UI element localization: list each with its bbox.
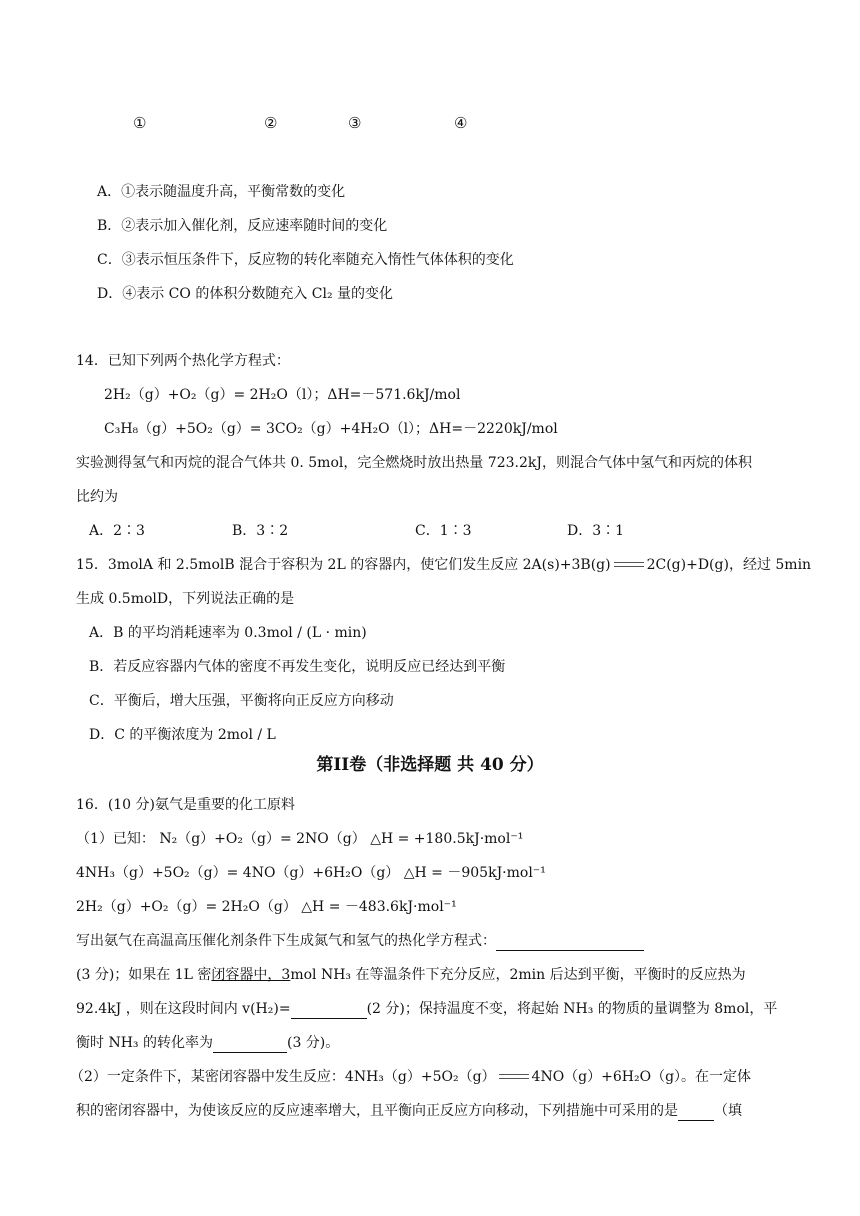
- q16-p1-part-c: mol NH₃ 在等温条件下充分反应，2min 后达到平衡，平衡时的反应热为: [290, 967, 746, 983]
- q16-p4-part-b: 4NO（g）+6H₂O（g）。在一定体: [531, 1069, 752, 1085]
- q16-known-equation-3: 2H₂（g）+O₂（g）= 2H₂O（g） △H = －483.6kJ·mol⁻¹: [76, 899, 457, 915]
- figure-label-4: ④: [454, 114, 468, 132]
- answer-blank-1[interactable]: [496, 934, 644, 951]
- q13-option-d: D．④表示 CO 的体积分数随充入 Cl₂ 量的变化: [97, 286, 394, 302]
- q14-text-line-1: 实验测得氢气和丙烷的混合气体共 0. 5mol，完全燃烧时放出热量 723.2kJ，则混合气体中氢气和丙烷的体积: [76, 455, 752, 471]
- q14-option-a: A．2∶3: [89, 523, 145, 539]
- answer-blank-4[interactable]: [678, 1104, 714, 1121]
- figure-label-3: ③: [348, 114, 362, 132]
- q15-stem-line-2: 生成 0.5molD，下列说法正确的是: [76, 591, 295, 607]
- q15-option-c: C．平衡后，增大压强，平衡将向正反应方向移动: [89, 693, 394, 709]
- q14-option-c: C．1∶3: [415, 523, 472, 539]
- q16-question-1: [76, 931, 644, 951]
- q16-p3-part-b: (3 分)。: [286, 1035, 340, 1051]
- q16-known-equation-1: （1）已知： N₂（g）+O₂（g）= 2NO（g） △H = +180.5kJ·mol⁻¹: [76, 831, 524, 847]
- figure-label-1: ①: [133, 114, 147, 132]
- q16-p5-part-a: 积的密闭容器中，为使该反应的反应速率增大，且平衡向正反应方向移动，下列措施中可采用的是: [76, 1103, 678, 1119]
- figure-label-2: ②: [264, 114, 278, 132]
- q16-p1-part-a: (3 分)；如果在 1L 密: [76, 967, 212, 983]
- equilibrium-arrow-icon: [497, 1073, 531, 1081]
- q15-stem-part-2: 2C(g)+D(g)，经过 5min: [646, 557, 812, 573]
- q13-option-a: A．①表示随温度升高，平衡常数的变化: [97, 184, 346, 200]
- q16-question-1-text: 写出氨气在高温高压催化剂条件下生成氮气和氢气的热化学方程式：: [76, 933, 496, 949]
- answer-blank-2[interactable]: [291, 1002, 367, 1019]
- q16-paragraph-line-4: [70, 1067, 751, 1087]
- q15-option-a: A．B 的平均消耗速率为 0.3mol / (L · min): [89, 625, 367, 641]
- q16-paragraph-line-5: [76, 1101, 742, 1121]
- q16-known-equation-2: 4NH₃（g）+5O₂（g）= 4NO（g）+6H₂O（g） △H = －905kJ·mol⁻¹: [76, 865, 546, 881]
- equilibrium-arrow-icon: [612, 561, 646, 569]
- q15-stem-part-1: 15．3molA 和 2.5molB 混合于容积为 2L 的容器内，使它们发生反应 2A(s)+3B(g): [76, 557, 611, 573]
- q16-paragraph-line-2: [76, 999, 777, 1019]
- q15-stem: [76, 555, 811, 575]
- q14-equation-1: 2H₂（g）+O₂（g）= 2H₂O（l）；ΔH=－571.6kJ/mol: [104, 387, 461, 403]
- q15-option-d: D．C 的平衡浓度为 2mol / L: [89, 727, 276, 743]
- q13-option-b: B．②表示加入催化剂，反应速率随时间的变化: [97, 218, 388, 234]
- q16-p2-part-a: 92.4kJ ，则在这段时间内 v(H₂)=: [76, 1001, 291, 1017]
- q16-p2-part-b: (2 分)；保持温度不变，将起始 NH₃ 的物质的量调整为 8mol，平: [366, 1001, 778, 1017]
- q16-paragraph-line-1: [76, 965, 746, 985]
- q14-option-b: B．3∶2: [232, 523, 289, 539]
- q16-paragraph-line-3: [76, 1033, 339, 1053]
- q16-p5-part-b: （填: [714, 1103, 742, 1119]
- q14-equation-2: C₃H₈（g）+5O₂（g）= 3CO₂（g）+4H₂O（l）；ΔH=－2220kJ/mol: [104, 421, 558, 437]
- q13-option-c: C．③表示恒压条件下，反应物的转化率随充入惰性气体体积的变化: [97, 252, 514, 268]
- q14-stem: 14．已知下列两个热化学方程式：: [76, 353, 290, 369]
- section-title: 第II卷（非选择题 共 40 分）: [316, 755, 544, 775]
- q15-option-b: B．若反应容器内气体的密度不再发生变化，说明反应已经达到平衡: [89, 659, 506, 675]
- q14-option-d: D．3∶1: [567, 523, 625, 539]
- q16-stem: 16．(10 分)氨气是重要的化工原料: [76, 797, 296, 813]
- q16-p3-part-a: 衡时 NH₃ 的转化率为: [76, 1035, 213, 1051]
- q16-p4-part-a: （2）一定条件下，某密闭容器中发生反应：4NH₃（g）+5O₂（g）: [70, 1069, 496, 1085]
- answer-blank-3[interactable]: [213, 1036, 287, 1053]
- q16-p1-underlined: 闭容器中，3: [211, 967, 291, 983]
- q14-text-line-2: 比约为: [76, 489, 118, 505]
